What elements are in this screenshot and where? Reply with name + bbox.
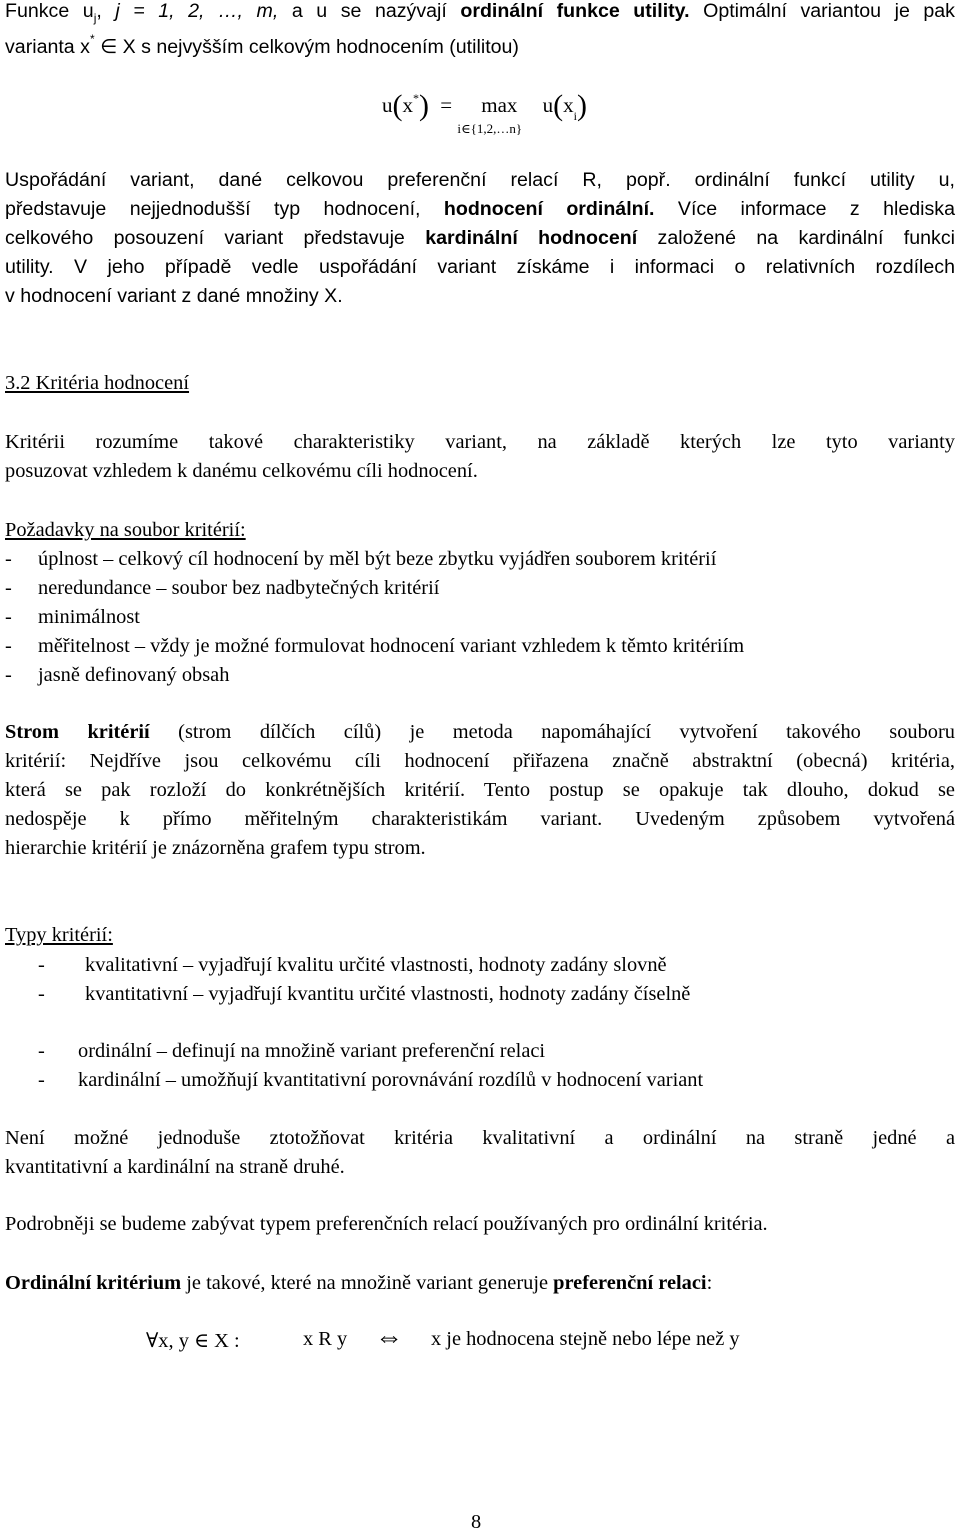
paragraph-line: Uspořádání variant, dané celkovou preferenční relací R, popř. ordinální funkcí utility u, (5, 169, 955, 191)
paragraph-line: kritérií: Nejdříve jsou celkovému cíli hodnocení přiřazena značně abstraktní (obecná) kritéria, (5, 750, 955, 772)
list-item-text: neredundance – soubor bez nadbytečných kritérií (38, 577, 440, 599)
list-item: - kardinální – umožňují kvantitativní porovnávání rozdílů v hodnocení variant (38, 1069, 704, 1091)
intro-text: Optimální variantou je pak (689, 0, 955, 22)
paragraph-line: Kritérii rozumíme takové charakteristiky variant, na základě kterých lze tyto varianty (5, 431, 955, 453)
intro-text: ∈ X s nejvyšším celkovým hodnocením (utilitou) (94, 36, 519, 58)
text: představuje nejjednodušší typ hodnocení, (5, 198, 444, 220)
formula-equals: = (440, 93, 453, 117)
paragraph-line: Není možné jednoduše ztotožňovat kritéria kvalitativní a ordinální na straně jedné a (5, 1127, 955, 1149)
section-heading: 3.2 Kritéria hodnocení (5, 372, 190, 394)
text: Více informace z hlediska (654, 198, 955, 220)
formula-relation (146, 1328, 240, 1353)
paragraph-line: v hodnocení variant z dané množiny X. (5, 285, 343, 307)
bold-term: Ordinální kritérium (5, 1272, 182, 1294)
list-item: - neredundance – soubor bez nadbytečných kritérií (5, 577, 440, 599)
paragraph-criteria (5, 428, 955, 486)
list-item-text: kvantitativní – vyjadřují kvantitu určité vlastnosti, hodnoty zadány číselně (85, 983, 691, 1005)
paragraph-not-possible (5, 1124, 955, 1182)
formula-u: u (542, 93, 554, 117)
list-item: - kvantitativní – vyjadřují kvantitu určité vlastnosti, hodnoty zadány číselně (38, 983, 691, 1005)
bold-term: Strom kritérií (5, 721, 150, 743)
intro-text: , (96, 0, 116, 22)
paragraph-line (5, 195, 955, 224)
text: : (706, 1272, 713, 1294)
intro-subscript: j (93, 11, 97, 25)
intro-text: a u se nazývají (278, 0, 461, 22)
intro-text: Funkce u (5, 0, 94, 22)
list-item: - kvalitativní – vyjadřují kvalitu určité vlastnosti, hodnoty zadány slovně (38, 954, 667, 976)
paragraph-line: utility. V jeho případě vedle uspořádání variant získáme i informaci o relativních rozdílech (5, 256, 955, 278)
text: založené na kardinální funkci (637, 227, 955, 249)
paragraph-ordinal (5, 1269, 712, 1298)
paragraph-line: která se pak rozloží do konkrétnějších kritérií. Tento postup se opakuje tak dlouho, dokud se (5, 779, 955, 801)
paragraph-line: hierarchie kritérií je znázorněna grafem typu strom. (5, 837, 426, 859)
paragraph-line (5, 224, 955, 253)
list-item-text: kvalitativní – vyjadřují kvalitu určité vlastnosti, hodnoty zadány slovně (85, 954, 667, 976)
types-heading: Typy kritérií: (5, 924, 113, 946)
text: je takové, které na množině variant generuje (181, 1272, 554, 1294)
intro-bold-term: ordinální funkce utility. (460, 0, 690, 22)
formula-u: u (382, 93, 393, 117)
paragraph-detail: Podrobněji se budeme zabývat typem preferenčních relací používaných pro ordinální kritéria. (5, 1213, 768, 1235)
bold-term: kardinální hodnocení (425, 227, 638, 249)
text: celkového posouzení variant představuje (5, 227, 426, 249)
paragraph-line: nedospěje k přímo měřitelným charakteristikám variant. Uvedeným způsobem vytvořená (5, 808, 955, 830)
list-item-text: úplnost – celkový cíl hodnocení by měl být beze zbytku vyjádřen souborem kritérií (38, 548, 717, 570)
formula-meaning: x je hodnocena stejně nebo lépe než y (431, 1328, 740, 1350)
list-item: - minimálnost (5, 606, 140, 628)
list-item: - ordinální – definují na množině variant preferenční relaci (38, 1040, 546, 1062)
formula-star: * (413, 91, 419, 105)
list-item-text: kardinální – umožňují kvantitativní porovnávání rozdílů v hodnocení variant (78, 1069, 704, 1091)
list-item-text: minimálnost (38, 606, 140, 628)
formula-forall: ∀x, y ∈ X : (146, 1330, 240, 1352)
list-item: - úplnost – celkový cíl hodnocení by měl být beze zbytku vyjádřen souborem kritérií (5, 548, 717, 570)
paragraph-line: posuzovat vzhledem k danému celkovému cíli hodnocení. (5, 460, 478, 482)
paragraph-tree (5, 718, 955, 863)
bold-term: hodnocení ordinální. (443, 198, 655, 220)
formula-index-set: i∈{1,2,…n} (457, 121, 523, 136)
paragraph-line (5, 718, 955, 747)
list-item: - jasně definovaný obsah (5, 664, 230, 686)
list-item-text: jasně definovaný obsah (38, 664, 230, 686)
list-item: - měřitelnost – vždy je možné formulovat hodnocení variant vzhledem k těmto kritériím (5, 635, 745, 657)
intro-italic: j = 1, 2, …, m, (115, 0, 279, 22)
page-number: 8 (471, 1511, 482, 1533)
paragraph-line: kvantitativní a kardinální na straně druhé. (5, 1156, 345, 1178)
intro-text: varianta x (5, 36, 90, 58)
list-item-text: měřitelnost – vždy je možné formulovat hodnocení variant vzhledem k těmto kritériím (38, 635, 745, 657)
formula-x: x (563, 93, 574, 117)
formula-sub-i: i (573, 109, 577, 123)
intro-line-1 (5, 0, 955, 28)
text: (strom dílčích cílů) je metoda napomáhající vytvoření takového souboru (149, 721, 955, 743)
paragraph-ordering (5, 166, 955, 311)
bold-term: preferenční relaci (553, 1272, 707, 1294)
equivalence-arrow-icon: ⇔ (375, 1322, 403, 1353)
formula-max: u(x*) = max i∈{1,2,…n} $u(x_i)$ (382, 89, 587, 136)
formula-max-operator (457, 93, 531, 136)
formula-xry: x R y (303, 1328, 348, 1350)
intro-superscript: * (89, 32, 95, 46)
formula-max-word: max (481, 93, 518, 117)
formula-x: x (402, 93, 413, 117)
list-item-text: ordinální – definují na množině variant preferenční relaci (78, 1040, 546, 1062)
intro-line-1-text (5, 0, 955, 28)
requirements-heading: Požadavky na soubor kritérií: (5, 519, 246, 541)
intro-line-2 (5, 33, 519, 64)
